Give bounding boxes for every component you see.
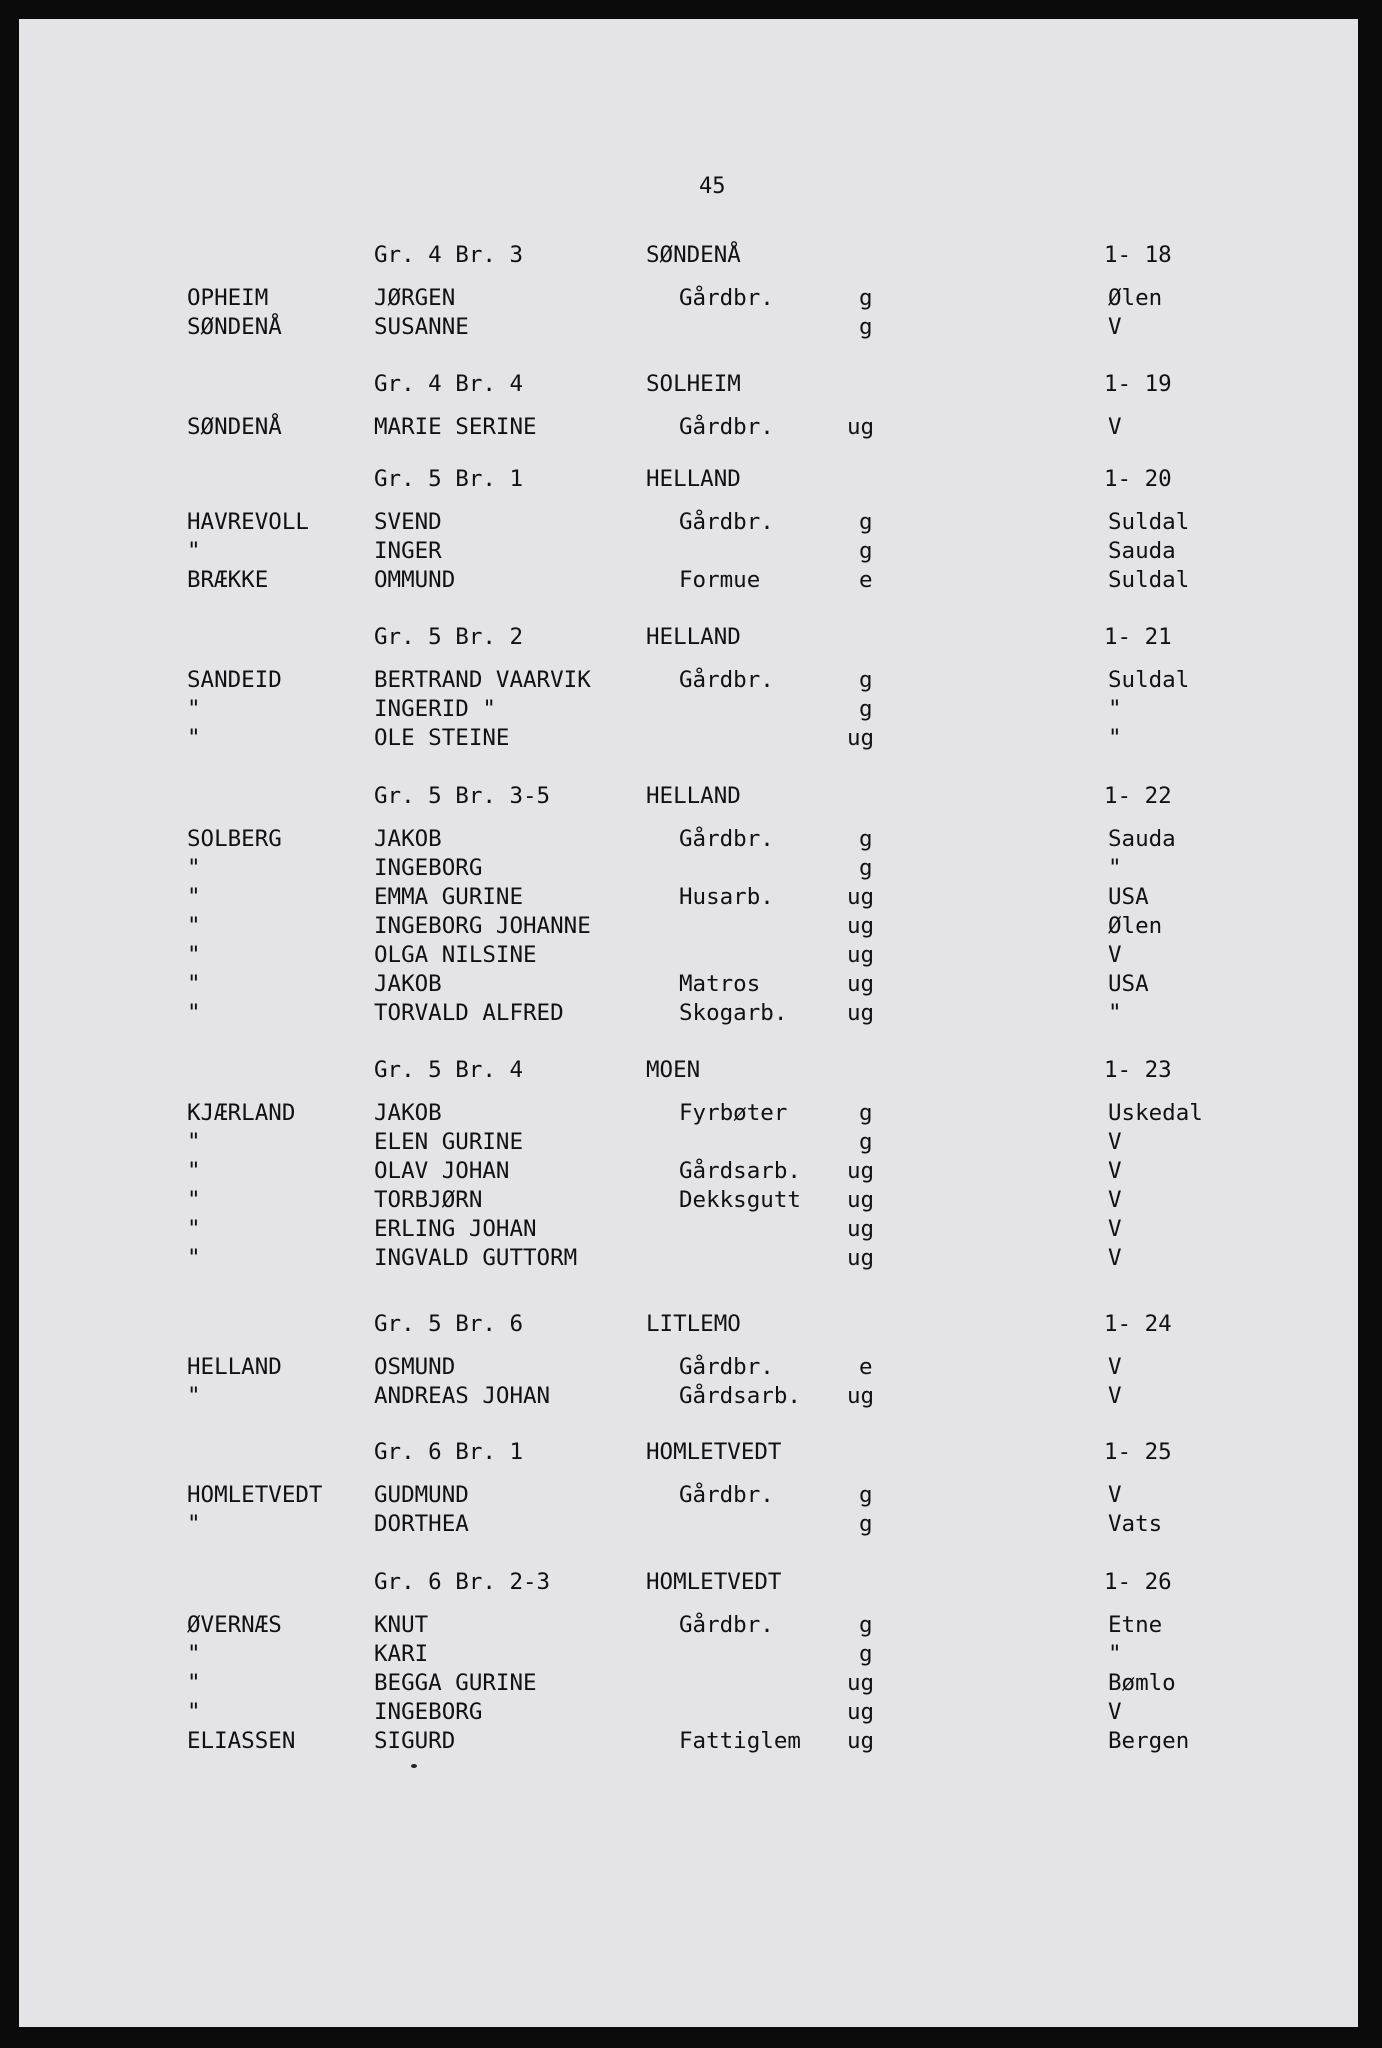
given-name: INGEBORG (374, 855, 483, 881)
birth-place: V (1108, 1383, 1122, 1409)
given-name: DORTHEA (374, 1511, 469, 1537)
marital-status: ug (847, 971, 875, 997)
marital-status: g (859, 509, 873, 535)
marital-status: g (859, 1511, 873, 1537)
farm-name: HOMLETVEDT (646, 1569, 782, 1595)
marital-status: ug (847, 414, 875, 440)
farm-name: LITLEMO (646, 1311, 741, 1337)
occupation: Gårdbr. (679, 509, 774, 535)
marital-status: g (859, 1482, 873, 1508)
birth-place: Vats (1108, 1511, 1163, 1537)
birth-place: Etne (1108, 1612, 1163, 1638)
birth-place: " (1108, 855, 1122, 881)
surname: " (187, 1383, 201, 1409)
surname: " (187, 942, 201, 968)
occupation: Gårdbr. (679, 414, 774, 440)
group-number: Gr. 4 Br. 4 (374, 371, 524, 397)
given-name: TORVALD ALFRED (374, 1000, 564, 1026)
birth-place: Sauda (1108, 826, 1176, 852)
given-name: ANDREAS JOHAN (374, 1383, 551, 1409)
birth-place: " (1108, 696, 1122, 722)
birth-place: Sauda (1108, 538, 1176, 564)
document-page (19, 19, 1358, 2027)
marital-status: ug (847, 884, 875, 910)
marital-status: ug (847, 942, 875, 968)
occupation: Gårdsarb. (679, 1158, 801, 1184)
reference-number: 1- 19 (1104, 371, 1172, 397)
reference-number: 1- 26 (1104, 1569, 1172, 1595)
ink-speck (411, 1764, 417, 1768)
marital-status: ug (847, 1158, 875, 1184)
marital-status: ug (847, 1245, 875, 1271)
birth-place: USA (1108, 884, 1149, 910)
marital-status: ug (847, 1699, 875, 1725)
reference-number: 1- 23 (1104, 1057, 1172, 1083)
group-number: Gr. 5 Br. 6 (374, 1311, 524, 1337)
birth-place: V (1108, 1216, 1122, 1242)
reference-number: 1- 18 (1104, 242, 1172, 268)
farm-name: SOLHEIM (646, 371, 741, 397)
marital-status: ug (847, 1187, 875, 1213)
group-number: Gr. 5 Br. 3-5 (374, 783, 551, 809)
occupation: Dekksgutt (679, 1187, 801, 1213)
marital-status: e (859, 567, 873, 593)
occupation: Formue (679, 567, 761, 593)
register-content (19, 19, 1358, 2027)
surname: ØVERNÆS (187, 1612, 282, 1638)
given-name: JØRGEN (374, 285, 456, 311)
birth-place: V (1108, 1129, 1122, 1155)
marital-status: g (859, 1129, 873, 1155)
birth-place: Ølen (1108, 285, 1163, 311)
surname: " (187, 971, 201, 997)
surname: " (187, 1000, 201, 1026)
birth-place: Bergen (1108, 1728, 1190, 1754)
surname: HOMLETVEDT (187, 1482, 323, 1508)
group-number: Gr. 5 Br. 1 (374, 466, 524, 492)
given-name: SIGURD (374, 1728, 456, 1754)
marital-status: ug (847, 913, 875, 939)
marital-status: g (859, 1612, 873, 1638)
surname: " (187, 725, 201, 751)
given-name: JAKOB (374, 826, 442, 852)
occupation: Gårdbr. (679, 1612, 774, 1638)
surname: " (187, 884, 201, 910)
surname: " (187, 1129, 201, 1155)
reference-number: 1- 25 (1104, 1439, 1172, 1465)
given-name: MARIE SERINE (374, 414, 537, 440)
birth-place: USA (1108, 971, 1149, 997)
marital-status: ug (847, 1000, 875, 1026)
given-name: BERTRAND VAARVIK (374, 667, 591, 693)
given-name: KNUT (374, 1612, 429, 1638)
birth-place: V (1108, 414, 1122, 440)
occupation: Husarb. (679, 884, 774, 910)
birth-place: V (1108, 314, 1122, 340)
given-name: INGERID " (374, 696, 496, 722)
surname: SOLBERG (187, 826, 282, 852)
reference-number: 1- 24 (1104, 1311, 1172, 1337)
given-name: SUSANNE (374, 314, 469, 340)
reference-number: 1- 22 (1104, 783, 1172, 809)
page-number: 45 (699, 174, 726, 199)
given-name: INGEBORG (374, 1699, 483, 1725)
surname: " (187, 913, 201, 939)
surname: " (187, 1699, 201, 1725)
surname: OPHEIM (187, 285, 269, 311)
birth-place: V (1108, 1158, 1122, 1184)
birth-place: " (1108, 725, 1122, 751)
occupation: Fyrbøter (679, 1100, 788, 1126)
surname: " (187, 1641, 201, 1667)
group-number: Gr. 6 Br. 1 (374, 1439, 524, 1465)
group-number: Gr. 5 Br. 4 (374, 1057, 524, 1083)
given-name: EMMA GURINE (374, 884, 524, 910)
given-name: INGVALD GUTTORM (374, 1245, 578, 1271)
marital-status: g (859, 667, 873, 693)
surname: " (187, 538, 201, 564)
given-name: KARI (374, 1641, 429, 1667)
marital-status: ug (847, 725, 875, 751)
occupation: Gårdbr. (679, 285, 774, 311)
birth-place: Suldal (1108, 567, 1190, 593)
occupation: Gårdbr. (679, 1354, 774, 1380)
surname: " (187, 696, 201, 722)
surname: SANDEID (187, 667, 282, 693)
surname: HELLAND (187, 1354, 282, 1380)
birth-place: V (1108, 1482, 1122, 1508)
occupation: Fattiglem (679, 1728, 801, 1754)
birth-place: V (1108, 1354, 1122, 1380)
given-name: BEGGA GURINE (374, 1670, 537, 1696)
marital-status: ug (847, 1728, 875, 1754)
surname: " (187, 855, 201, 881)
marital-status: g (859, 538, 873, 564)
birth-place: " (1108, 1641, 1122, 1667)
birth-place: Ølen (1108, 913, 1163, 939)
birth-place: V (1108, 1245, 1122, 1271)
marital-status: g (859, 285, 873, 311)
surname: HAVREVOLL (187, 509, 309, 535)
farm-name: HELLAND (646, 466, 741, 492)
birth-place: Suldal (1108, 667, 1190, 693)
given-name: SVEND (374, 509, 442, 535)
marital-status: ug (847, 1670, 875, 1696)
farm-name: MOEN (646, 1057, 701, 1083)
given-name: OLE STEINE (374, 725, 510, 751)
surname: " (187, 1187, 201, 1213)
reference-number: 1- 21 (1104, 624, 1172, 650)
occupation: Gårdbr. (679, 826, 774, 852)
farm-name: HELLAND (646, 783, 741, 809)
birth-place: " (1108, 1000, 1122, 1026)
reference-number: 1- 20 (1104, 466, 1172, 492)
surname: ELIASSEN (187, 1728, 296, 1754)
marital-status: g (859, 696, 873, 722)
occupation: Matros (679, 971, 761, 997)
group-number: Gr. 6 Br. 2-3 (374, 1569, 551, 1595)
marital-status: g (859, 314, 873, 340)
given-name: OSMUND (374, 1354, 456, 1380)
occupation: Gårdbr. (679, 1482, 774, 1508)
given-name: OLAV JOHAN (374, 1158, 510, 1184)
surname: " (187, 1245, 201, 1271)
given-name: GUDMUND (374, 1482, 469, 1508)
given-name: ERLING JOHAN (374, 1216, 537, 1242)
farm-name: SØNDENÅ (646, 242, 741, 268)
given-name: INGEBORG JOHANNE (374, 913, 591, 939)
birth-place: Uskedal (1108, 1100, 1203, 1126)
marital-status: e (859, 1354, 873, 1380)
occupation: Skogarb. (679, 1000, 788, 1026)
farm-name: HOMLETVEDT (646, 1439, 782, 1465)
given-name: JAKOB (374, 1100, 442, 1126)
given-name: INGER (374, 538, 442, 564)
farm-name: HELLAND (646, 624, 741, 650)
surname: " (187, 1158, 201, 1184)
birth-place: V (1108, 942, 1122, 968)
marital-status: g (859, 855, 873, 881)
occupation: Gårdbr. (679, 667, 774, 693)
marital-status: g (859, 1100, 873, 1126)
given-name: ELEN GURINE (374, 1129, 524, 1155)
birth-place: V (1108, 1187, 1122, 1213)
group-number: Gr. 5 Br. 2 (374, 624, 524, 650)
occupation: Gårdsarb. (679, 1383, 801, 1409)
surname: BRÆKKE (187, 567, 269, 593)
surname: SØNDENÅ (187, 314, 282, 340)
surname: " (187, 1216, 201, 1242)
surname: " (187, 1511, 201, 1537)
surname: " (187, 1670, 201, 1696)
marital-status: ug (847, 1216, 875, 1242)
surname: KJÆRLAND (187, 1100, 296, 1126)
marital-status: ug (847, 1383, 875, 1409)
birth-place: Suldal (1108, 509, 1190, 535)
marital-status: g (859, 1641, 873, 1667)
given-name: OLGA NILSINE (374, 942, 537, 968)
group-number: Gr. 4 Br. 3 (374, 242, 524, 268)
birth-place: V (1108, 1699, 1122, 1725)
given-name: OMMUND (374, 567, 456, 593)
given-name: JAKOB (374, 971, 442, 997)
birth-place: Bømlo (1108, 1670, 1176, 1696)
marital-status: g (859, 826, 873, 852)
surname: SØNDENÅ (187, 414, 282, 440)
given-name: TORBJØRN (374, 1187, 483, 1213)
